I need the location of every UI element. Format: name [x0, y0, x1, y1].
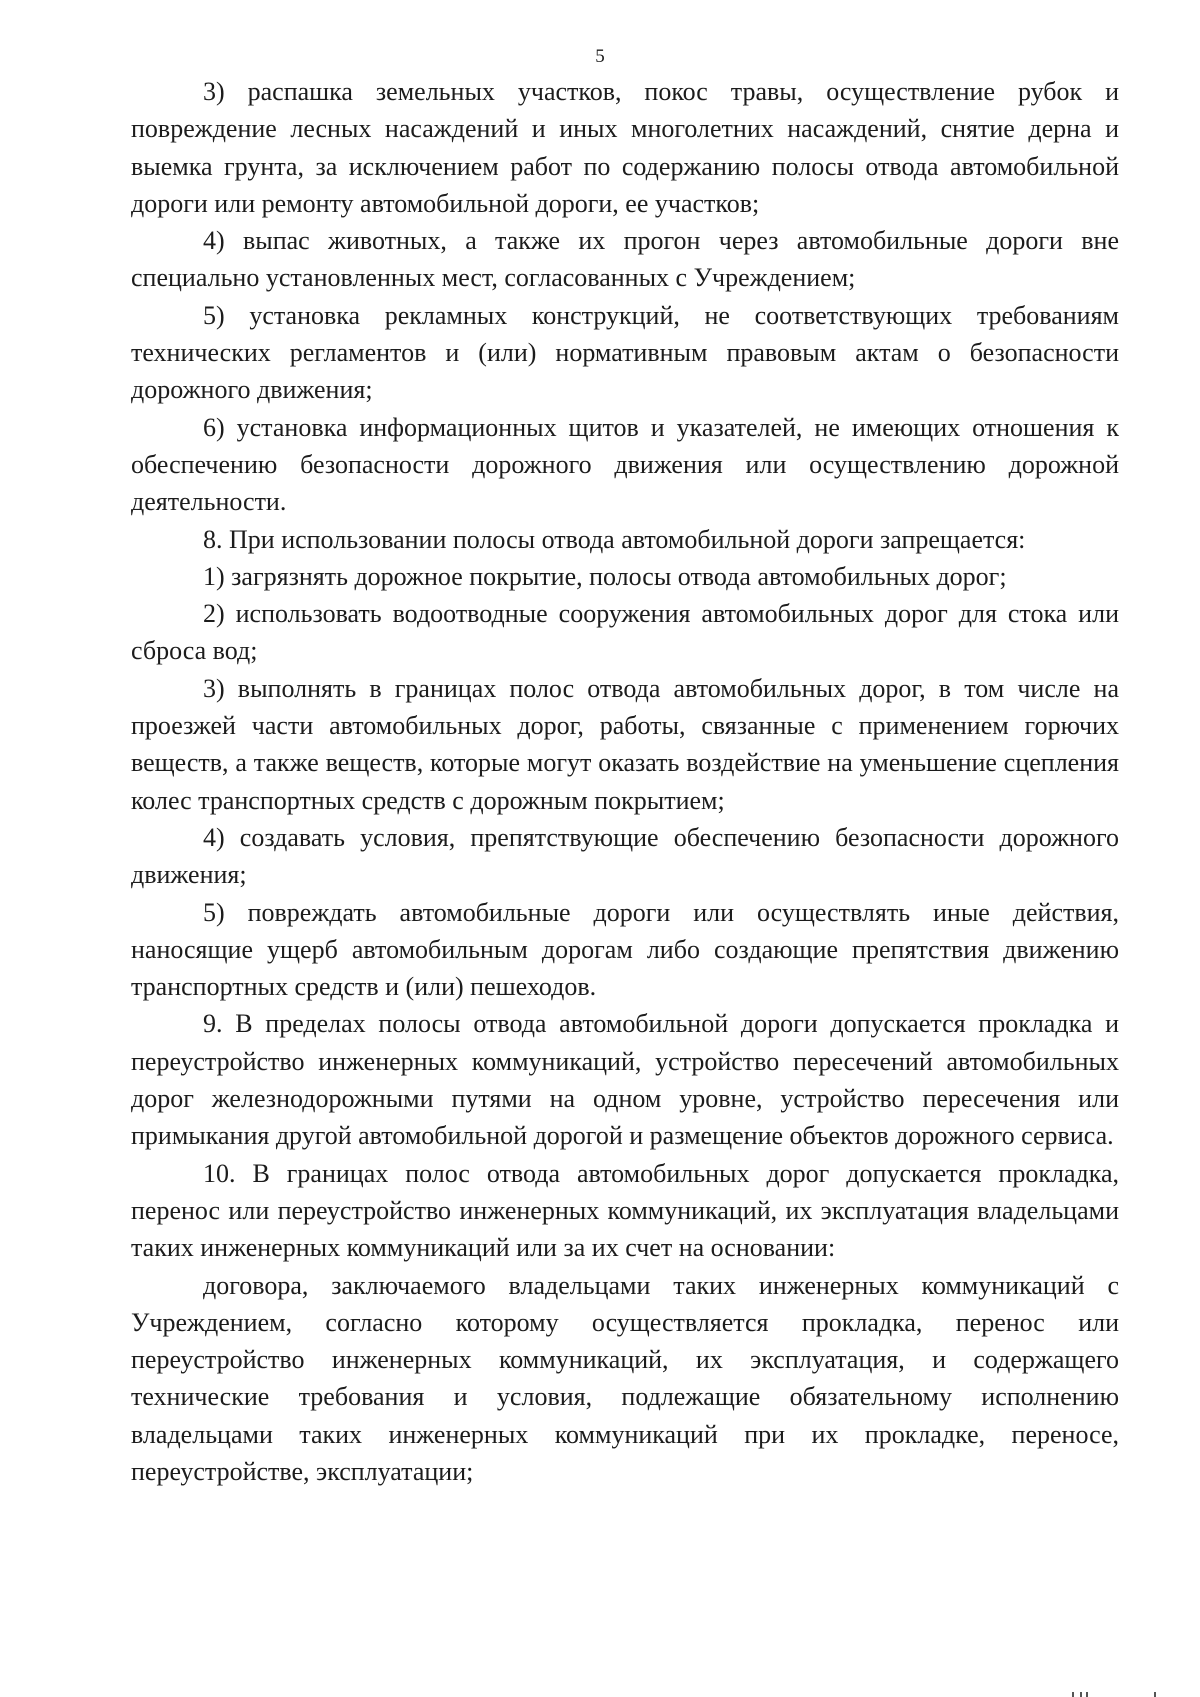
page-number: 5	[595, 46, 605, 67]
paragraph-section-8: 8. При использовании полосы отвода автомобильной дороги запрещается:	[203, 524, 1026, 554]
paragraph-section-8-item-3: 3) выполнять в границах полос отвода автомобильных дорог, в том числе на проезжей части автомобильных дорог, работы, связанные с применением горючих веществ, а также веществ, которые могут оказать воздействие на уменьшение сцепления колес транспортных средств с дорожным покрытием;	[131, 673, 1119, 815]
paragraph-section-8-item-4: 4) создавать условия, препятствующие обеспечению безопасности дорожного движения;	[131, 822, 1119, 890]
paragraph-item-4-grazing: 4) выпас животных, а также их прогон через автомобильные дороги вне специально установленных мест, согласованных с Учреждением;	[131, 226, 1119, 293]
paragraph-item-6-info-boards: 6) установка информационных щитов и указателей, не имеющих отношения к обеспечению безопасности дорожного движения или осуществлению дорожной деятельности.	[131, 412, 1119, 517]
paragraph-section-8-item-1: 1) загрязнять дорожное покрытие, полосы отвода автомобильных дорог;	[203, 561, 1007, 591]
scan-artifact	[1020, 1691, 1160, 1697]
paragraph-section-8-item-2: 2) использовать водоотводные сооружения автомобильных дорог для стока или сброса вод;	[131, 599, 1119, 666]
paragraph-item-5-advertising: 5) установка рекламных конструкций, не соответствующих требованиям технических регламентов и (или) нормативным правовым актам о безопасности дорожного движения;	[131, 300, 1119, 405]
paragraph-section-8-item-5: 5) повреждать автомобильные дороги или осуществлять иные действия, наносящие ущерб автомобильным дорогам либо создающие препятствия движению транспортных средств и (или) пешеходов.	[131, 897, 1119, 1002]
paragraph-section-10: 10. В границах полос отвода автомобильных дорог допускается прокладка, перенос или переустройство инженерных коммуникаций, их эксплуатация владельцами таких инженерных коммуникаций или за их счет на основании:	[131, 1158, 1119, 1263]
paragraph-item-3-plowing: 3) распашка земельных участков, покос травы, осуществление рубок и повреждение лесных насаждений и иных многолетних насаждений, снятие дерна и выемка грунта, за исключением работ по содержанию полосы отвода автомобильной дороги или ремонту автомобильной дороги, ее участков;	[131, 77, 1119, 218]
paragraph-section-9: 9. В пределах полосы отвода автомобильной дороги допускается прокладка и переустройство инженерных коммуникаций, устройство пересечений автомобильных дорог железнодорожными путями на одном уровне, устройство пересечения или примыкания другой автомобильной дорогой и размещение объектов дорожного сервиса.	[131, 1009, 1119, 1151]
document-body	[131, 73, 1119, 1490]
paragraph-section-10-contract: договора, заключаемого владельцами таких инженерных коммуникаций с Учреждением, согласно которому осуществляется прокладка, перенос или переустройство инженерных коммуникаций, их эксплуатация, и содержащего технические требования и условия, подлежащие обязательному исполнению владельцами таких инженерных коммуникаций при их прокладке, переносе, переустройстве, эксплуатации;	[131, 1270, 1119, 1486]
